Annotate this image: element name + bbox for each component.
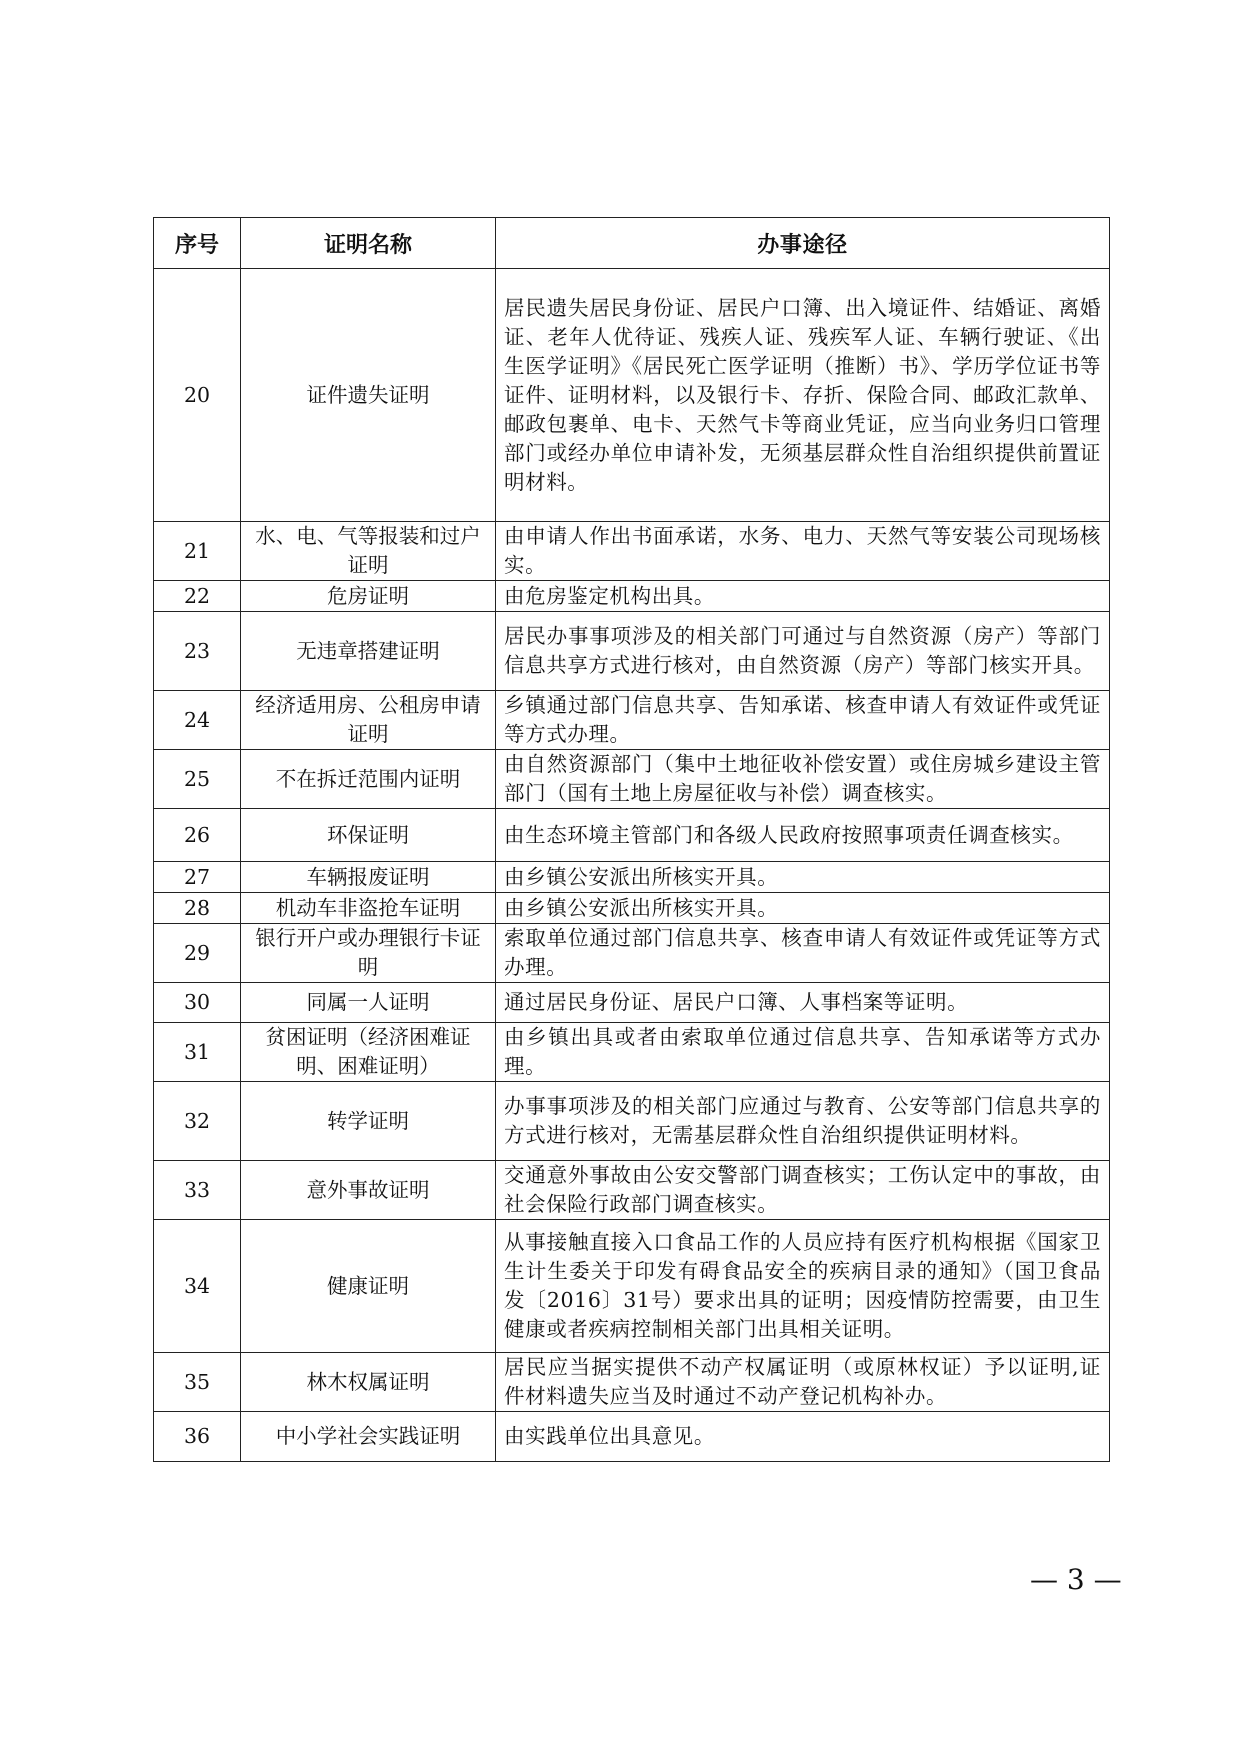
table-row [154,612,1110,691]
row-serial: 34 [154,1220,241,1353]
row-procedure: 乡镇通过部门信息共享、告知承诺、核查申请人有效证件或凭证等方式办理。 [496,691,1110,750]
row-cert-name: 水、电、气等报装和过户证明 [241,522,496,581]
header-serial: 序号 [154,218,241,269]
row-serial: 24 [154,691,241,750]
row-serial: 23 [154,612,241,691]
row-procedure: 由生态环境主管部门和各级人民政府按照事项责任调查核实。 [496,809,1110,862]
table-row [154,893,1110,924]
row-serial: 30 [154,983,241,1023]
row-serial: 31 [154,1023,241,1082]
row-serial: 28 [154,893,241,924]
table-row [154,522,1110,581]
table-row [154,809,1110,862]
row-serial: 33 [154,1161,241,1220]
row-procedure: 由危房鉴定机构出具。 [496,581,1110,612]
row-procedure: 索取单位通过部门信息共享、核查申请人有效证件或凭证等方式办理。 [496,924,1110,983]
row-procedure: 交通意外事故由公安交警部门调查核实；工伤认定中的事故，由社会保险行政部门调查核实。 [496,1161,1110,1220]
table-row [154,581,1110,612]
table-row [154,750,1110,809]
row-procedure: 由实践单位出具意见。 [496,1412,1110,1462]
table-row [154,269,1110,522]
table-row [154,1023,1110,1082]
table-row [154,691,1110,750]
row-procedure: 居民遗失居民身份证、居民户口簿、出入境证件、结婚证、离婚证、老年人优待证、残疾人证、残疾军人证、车辆行驶证、《出生医学证明》《居民死亡医学证明（推断）书》、学历学位证书等证件、证明材料，以及银行卡、存折、保险合同、邮政汇款单、邮政包裹单、电卡、天然气卡等商业凭证，应当向业务归口管理部门或经办单位申请补发，无须基层群众性自治组织提供前置证明材料。 [496,269,1110,522]
row-procedure: 由自然资源部门（集中土地征收补偿安置）或住房城乡建设主管部门（国有土地上房屋征收与补偿）调查核实。 [496,750,1110,809]
row-serial: 25 [154,750,241,809]
row-cert-name: 中小学社会实践证明 [241,1412,496,1462]
row-serial: 21 [154,522,241,581]
row-cert-name: 银行开户或办理银行卡证明 [241,924,496,983]
row-serial: 35 [154,1353,241,1412]
row-serial: 29 [154,924,241,983]
row-serial: 36 [154,1412,241,1462]
table-body [154,269,1110,1462]
row-cert-name: 不在拆迁范围内证明 [241,750,496,809]
table-row [154,1161,1110,1220]
row-procedure: 由乡镇公安派出所核实开具。 [496,893,1110,924]
row-cert-name: 贫困证明（经济困难证明、困难证明） [241,1023,496,1082]
row-procedure: 居民办事事项涉及的相关部门可通过与自然资源（房产）等部门信息共享方式进行核对，由自然资源（房产）等部门核实开具。 [496,612,1110,691]
row-cert-name: 经济适用房、公租房申请证明 [241,691,496,750]
table-row [154,862,1110,893]
row-procedure: 由乡镇出具或者由索取单位通过信息共享、告知承诺等方式办理。 [496,1023,1110,1082]
row-procedure: 办事事项涉及的相关部门应通过与教育、公安等部门信息共享的方式进行核对，无需基层群众性自治组织提供证明材料。 [496,1082,1110,1161]
header-procedure: 办事途径 [496,218,1110,269]
row-cert-name: 证件遗失证明 [241,269,496,522]
row-serial: 22 [154,581,241,612]
page-number: — 3 — [1030,1563,1122,1596]
row-serial: 27 [154,862,241,893]
row-cert-name: 环保证明 [241,809,496,862]
row-procedure: 从事接触直接入口食品工作的人员应持有医疗机构根据《国家卫生计生委关于印发有碍食品安全的疾病目录的通知》（国卫食品发〔2016〕31号）要求出具的证明；因疫情防控需要，由卫生健康或者疾病控制相关部门出具相关证明。 [496,1220,1110,1353]
table-row [154,924,1110,983]
row-procedure: 由乡镇公安派出所核实开具。 [496,862,1110,893]
row-cert-name: 转学证明 [241,1082,496,1161]
row-cert-name: 同属一人证明 [241,983,496,1023]
row-cert-name: 意外事故证明 [241,1161,496,1220]
header-cert-name: 证明名称 [241,218,496,269]
row-cert-name: 无违章搭建证明 [241,612,496,691]
row-cert-name: 机动车非盗抢车证明 [241,893,496,924]
table-header-row [154,218,1110,269]
row-serial: 26 [154,809,241,862]
row-cert-name: 健康证明 [241,1220,496,1353]
table-row [154,1220,1110,1353]
row-cert-name: 危房证明 [241,581,496,612]
row-serial: 20 [154,269,241,522]
row-procedure: 居民应当据实提供不动产权属证明（或原林权证）予以证明,证件材料遗失应当及时通过不动产登记机构补办。 [496,1353,1110,1412]
row-procedure: 由申请人作出书面承诺，水务、电力、天然气等安装公司现场核实。 [496,522,1110,581]
row-serial: 32 [154,1082,241,1161]
table-row [154,983,1110,1023]
certificate-table [153,217,1110,1462]
row-cert-name: 林木权属证明 [241,1353,496,1412]
table-row [154,1353,1110,1412]
table-row [154,1412,1110,1462]
row-cert-name: 车辆报废证明 [241,862,496,893]
table-row [154,1082,1110,1161]
row-procedure: 通过居民身份证、居民户口簿、人事档案等证明。 [496,983,1110,1023]
